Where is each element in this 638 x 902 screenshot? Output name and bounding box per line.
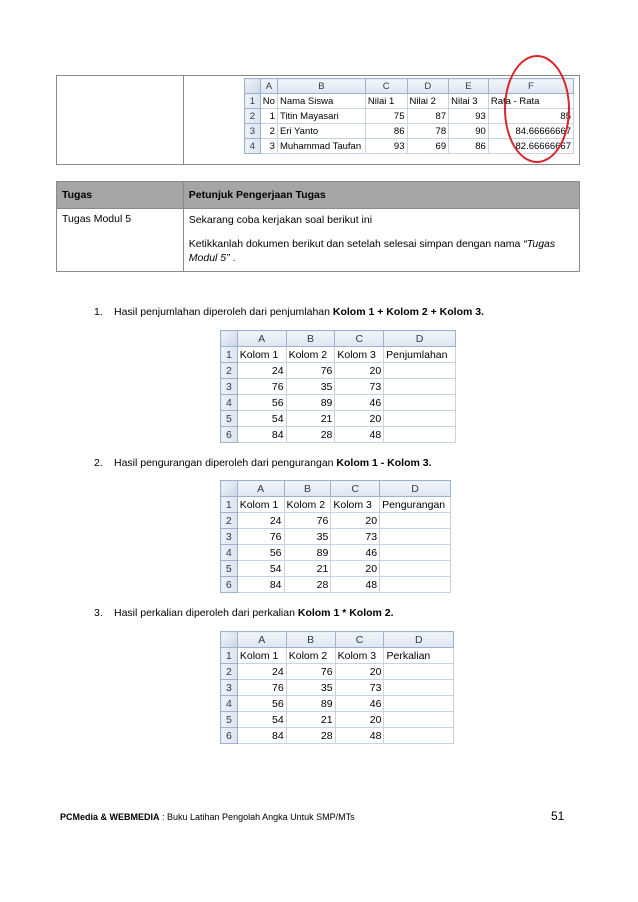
- item-text: Hasil perkalian diperoleh dari perkalian: [114, 607, 298, 619]
- table-row: [221, 696, 454, 712]
- cell[interactable]: Nama Siswa: [277, 94, 365, 109]
- item-number: 1.: [94, 306, 103, 318]
- highlight-circle: [504, 55, 570, 163]
- cell[interactable]: 84: [237, 577, 284, 593]
- col-header-c[interactable]: C: [335, 331, 384, 347]
- row-number[interactable]: 2: [221, 664, 238, 680]
- spreadsheet-perkalian: [220, 631, 454, 744]
- cell[interactable]: 35: [286, 379, 335, 395]
- cell[interactable]: 20: [331, 561, 380, 577]
- row-number[interactable]: 3: [221, 529, 238, 545]
- col-header-f[interactable]: F: [488, 79, 573, 94]
- sheet-corner[interactable]: [245, 79, 261, 94]
- spreadsheet-penjumlahan: [220, 330, 456, 443]
- cell[interactable]: 21: [284, 561, 331, 577]
- cell[interactable]: Kolom 1: [237, 648, 286, 664]
- table-row: [221, 577, 451, 593]
- cell[interactable]: 82.66666667: [488, 139, 573, 154]
- cell[interactable]: [384, 379, 456, 395]
- cell[interactable]: Kolom 2: [286, 648, 335, 664]
- cell[interactable]: 48: [331, 577, 380, 593]
- cell[interactable]: Kolom 2: [286, 347, 335, 363]
- cell[interactable]: 1: [260, 109, 277, 124]
- table-row: [221, 363, 456, 379]
- cell[interactable]: [384, 680, 454, 696]
- cell[interactable]: [384, 696, 454, 712]
- cell[interactable]: [384, 728, 454, 744]
- task-instructions: [183, 209, 579, 272]
- col-header-c[interactable]: C: [331, 481, 380, 497]
- col-header-a[interactable]: A: [260, 79, 277, 94]
- row-number[interactable]: 2: [221, 363, 238, 379]
- instruction-item-3: [94, 607, 394, 619]
- cell[interactable]: Kolom 2: [284, 497, 331, 513]
- cell[interactable]: [384, 664, 454, 680]
- table-row: [221, 664, 454, 680]
- cell[interactable]: 28: [286, 427, 335, 443]
- cell[interactable]: Kolom 3: [335, 347, 384, 363]
- cell[interactable]: Penjumlahan: [384, 347, 456, 363]
- col-header-b[interactable]: B: [286, 331, 335, 347]
- cell[interactable]: 76: [286, 363, 335, 379]
- cell[interactable]: 90: [449, 124, 489, 139]
- cell[interactable]: 76: [286, 664, 335, 680]
- col-header-a[interactable]: A: [237, 481, 284, 497]
- cell[interactable]: 75: [365, 109, 407, 124]
- cell[interactable]: 86: [365, 124, 407, 139]
- table-row: [221, 497, 451, 513]
- cell[interactable]: 54: [237, 712, 286, 728]
- cell[interactable]: 54: [237, 561, 284, 577]
- row-number[interactable]: 1: [221, 347, 238, 363]
- row-number[interactable]: 5: [221, 712, 238, 728]
- cell[interactable]: 93: [365, 139, 407, 154]
- item-number: 2.: [94, 457, 103, 469]
- page-footer: [60, 812, 355, 822]
- cell[interactable]: 73: [335, 680, 384, 696]
- cell[interactable]: 48: [335, 427, 384, 443]
- cell[interactable]: [384, 363, 456, 379]
- cell[interactable]: 20: [331, 513, 380, 529]
- cell[interactable]: 20: [335, 411, 384, 427]
- task-header-tugas: Tugas: [57, 182, 184, 209]
- cell[interactable]: Perkalian: [384, 648, 454, 664]
- cell[interactable]: 35: [286, 680, 335, 696]
- cell[interactable]: [380, 513, 451, 529]
- sheet-corner[interactable]: [221, 632, 238, 648]
- cell[interactable]: Kolom 1: [237, 347, 286, 363]
- cell[interactable]: 46: [331, 545, 380, 561]
- row-number[interactable]: 4: [221, 545, 238, 561]
- cell[interactable]: Muhammad Taufan: [277, 139, 365, 154]
- table-row: [221, 648, 454, 664]
- col-header-b[interactable]: B: [277, 79, 365, 94]
- row-number[interactable]: 1: [245, 94, 261, 109]
- task-row-label: Tugas Modul 5: [57, 209, 184, 272]
- cell[interactable]: 89: [284, 545, 331, 561]
- cell[interactable]: Nilai 3: [449, 94, 489, 109]
- task-line-1: Sekarang coba kerjakan soal berikut ini: [188, 214, 373, 226]
- cell[interactable]: Kolom 3: [331, 497, 380, 513]
- table-row: [221, 395, 456, 411]
- table-row: [221, 545, 451, 561]
- cell[interactable]: 28: [284, 577, 331, 593]
- cell[interactable]: 93: [449, 109, 489, 124]
- cell[interactable]: 2: [260, 124, 277, 139]
- cell[interactable]: Kolom 3: [335, 648, 384, 664]
- cell[interactable]: 85: [488, 109, 573, 124]
- col-header-d[interactable]: D: [380, 481, 451, 497]
- cell[interactable]: 48: [335, 728, 384, 744]
- item-text: Hasil pengurangan diperoleh dari pengurangan: [114, 457, 337, 469]
- cell[interactable]: 56: [237, 395, 286, 411]
- cell[interactable]: 24: [237, 664, 286, 680]
- cell[interactable]: [384, 411, 456, 427]
- table-row: [221, 712, 454, 728]
- cell[interactable]: [384, 395, 456, 411]
- footer-book-title: : Buku Latihan Pengolah Angka Untuk SMP/MTs: [159, 812, 355, 822]
- row-number[interactable]: 2: [221, 513, 238, 529]
- cell[interactable]: 76: [237, 680, 286, 696]
- cell[interactable]: [380, 577, 451, 593]
- cell[interactable]: 46: [335, 395, 384, 411]
- cell[interactable]: Nilai 1: [365, 94, 407, 109]
- task-table: [56, 181, 580, 272]
- cell[interactable]: 76: [237, 379, 286, 395]
- cell[interactable]: 3: [260, 139, 277, 154]
- item-formula: Kolom 1 + Kolom 2 + Kolom 3.: [332, 306, 485, 318]
- table-row: [221, 379, 456, 395]
- task-line-2-text: Ketikkanlah dokumen berikut dan setelah selesai simpan dengan nama: [188, 238, 524, 250]
- cell[interactable]: 78: [407, 124, 449, 139]
- row-number[interactable]: 3: [245, 124, 261, 139]
- col-header-a[interactable]: A: [237, 632, 286, 648]
- row-number[interactable]: 4: [245, 139, 261, 154]
- table-row: [221, 427, 456, 443]
- cell[interactable]: 86: [449, 139, 489, 154]
- col-header-e[interactable]: E: [449, 79, 489, 94]
- cell[interactable]: 84: [237, 427, 286, 443]
- cell[interactable]: 76: [284, 513, 331, 529]
- col-header-d[interactable]: D: [407, 79, 449, 94]
- cell[interactable]: Rata - Rata: [488, 94, 573, 109]
- col-header-c[interactable]: C: [335, 632, 384, 648]
- table-row: [221, 561, 451, 577]
- cell[interactable]: 46: [335, 696, 384, 712]
- col-header-c[interactable]: C: [365, 79, 407, 94]
- table-row: [221, 728, 454, 744]
- cell[interactable]: 76: [237, 529, 284, 545]
- cell[interactable]: 21: [286, 411, 335, 427]
- cell[interactable]: 89: [286, 395, 335, 411]
- cell[interactable]: 73: [335, 379, 384, 395]
- spreadsheet-pengurangan: [220, 480, 451, 593]
- row-number[interactable]: 1: [221, 648, 238, 664]
- col-header-d[interactable]: D: [384, 331, 456, 347]
- row-number[interactable]: 4: [221, 395, 238, 411]
- cell[interactable]: 84.66666667: [488, 124, 573, 139]
- cell[interactable]: 84: [237, 728, 286, 744]
- cell[interactable]: [384, 712, 454, 728]
- item-formula: Kolom 1 * Kolom 2.: [297, 607, 394, 619]
- cell[interactable]: 56: [237, 545, 284, 561]
- row-number[interactable]: 5: [221, 561, 238, 577]
- col-header-b[interactable]: B: [286, 632, 335, 648]
- cell[interactable]: Kolom 1: [237, 497, 284, 513]
- item-number: 3.: [94, 607, 103, 619]
- col-header-a[interactable]: A: [237, 331, 286, 347]
- task-header-petunjuk: Petunjuk Pengerjaan Tugas: [183, 182, 579, 209]
- cell[interactable]: [380, 561, 451, 577]
- cell[interactable]: 35: [284, 529, 331, 545]
- cell[interactable]: 56: [237, 696, 286, 712]
- cell[interactable]: Nilai 2: [407, 94, 449, 109]
- row-number[interactable]: 6: [221, 728, 238, 744]
- row-number[interactable]: 1: [221, 497, 238, 513]
- cell[interactable]: 54: [237, 411, 286, 427]
- task-line-2-filename: “Tugas Modul 5”: [188, 238, 556, 264]
- table-row: [221, 513, 451, 529]
- instruction-item-1: [94, 306, 484, 318]
- top-frame-divider: [183, 76, 184, 164]
- row-number[interactable]: 2: [245, 109, 261, 124]
- cell[interactable]: [384, 427, 456, 443]
- table-row: [221, 680, 454, 696]
- cell[interactable]: [380, 529, 451, 545]
- row-number[interactable]: 5: [221, 411, 238, 427]
- page-number: 51: [551, 809, 565, 823]
- row-number[interactable]: 6: [221, 427, 238, 443]
- task-line-2: [189, 237, 574, 265]
- cell[interactable]: 21: [286, 712, 335, 728]
- cell[interactable]: 73: [331, 529, 380, 545]
- cell[interactable]: 20: [335, 712, 384, 728]
- cell[interactable]: 24: [237, 513, 284, 529]
- cell[interactable]: No: [260, 94, 277, 109]
- cell[interactable]: 24: [237, 363, 286, 379]
- row-number[interactable]: 6: [221, 577, 238, 593]
- cell[interactable]: 20: [335, 363, 384, 379]
- table-row: [221, 411, 456, 427]
- item-formula: Kolom 1 - Kolom 3.: [336, 457, 432, 469]
- cell[interactable]: 28: [286, 728, 335, 744]
- table-row: [221, 347, 456, 363]
- item-text: Hasil penjumlahan diperoleh dari penjumlahan: [114, 306, 333, 318]
- col-header-d[interactable]: D: [384, 632, 454, 648]
- cell[interactable]: Titin Mayasari: [277, 109, 365, 124]
- table-row: [221, 529, 451, 545]
- cell[interactable]: Pengurangan: [380, 497, 451, 513]
- row-number[interactable]: 3: [221, 379, 238, 395]
- cell[interactable]: Eri Yanto: [277, 124, 365, 139]
- row-number[interactable]: 3: [221, 680, 238, 696]
- col-header-b[interactable]: B: [284, 481, 331, 497]
- cell[interactable]: 20: [335, 664, 384, 680]
- sheet-corner[interactable]: [221, 481, 238, 497]
- cell[interactable]: 89: [286, 696, 335, 712]
- cell[interactable]: 87: [407, 109, 449, 124]
- cell[interactable]: 69: [407, 139, 449, 154]
- footer-publisher: PCMedia & WEBMEDIA: [60, 812, 160, 822]
- task-line-2-end: .: [229, 252, 236, 264]
- sheet-corner[interactable]: [221, 331, 238, 347]
- row-number[interactable]: 4: [221, 696, 238, 712]
- instruction-item-2: [94, 457, 432, 469]
- cell[interactable]: [380, 545, 451, 561]
